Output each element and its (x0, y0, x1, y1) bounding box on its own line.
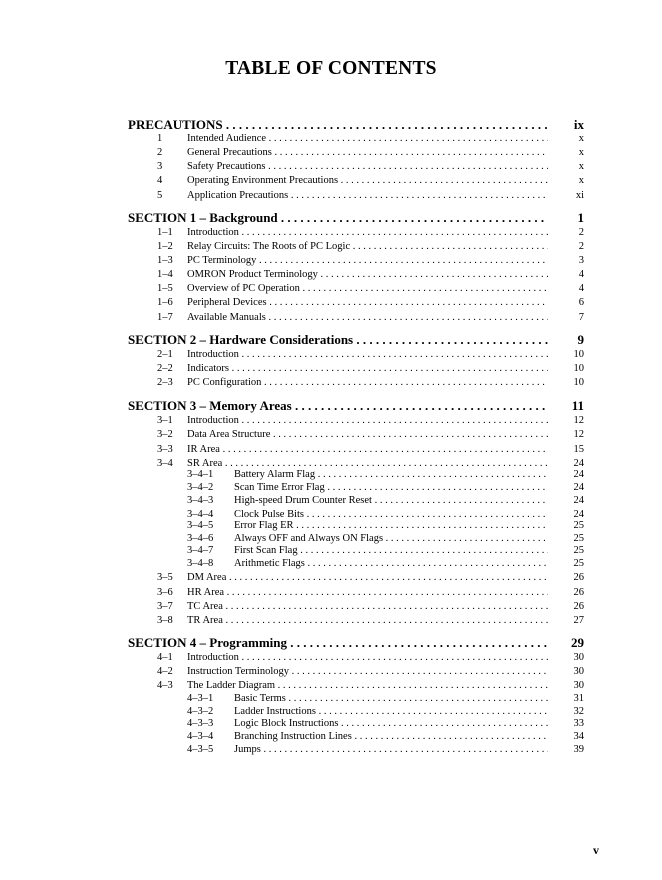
toc-entry-page: 26 (573, 601, 584, 612)
toc-entry-label: Jumps . . . (234, 743, 548, 757)
toc-entry-number: 4–2 (157, 666, 173, 677)
toc-entry-page: 24 (573, 495, 584, 506)
toc-entry-page: 39 (573, 744, 584, 755)
toc-entry-label: Scan Time Error Flag . . . (234, 481, 548, 495)
toc-entry[interactable] (0, 282, 662, 296)
toc-entry-label: Logic Block Instructions . . . (234, 717, 548, 731)
toc-entry-number: 2–1 (157, 349, 173, 360)
toc-entry-number: 4–3–3 (187, 718, 214, 729)
toc-heading-page: ix (573, 117, 584, 132)
toc-entry-label: Relay Circuits: The Roots of PC Logic . . . (187, 240, 548, 254)
toc-entry-label: The Ladder Diagram . . . (187, 679, 548, 693)
toc-entry-number: 3–2 (157, 429, 173, 440)
toc-entry-page: 2 (578, 241, 584, 252)
toc-entry-page: 24 (573, 482, 584, 493)
toc-subentry[interactable] (0, 468, 662, 482)
toc-entry[interactable] (0, 268, 662, 282)
toc-entry-number: 4–3–5 (187, 744, 214, 755)
toc-entry-label: Overview of PC Operation . . . (187, 282, 548, 296)
toc-entry[interactable] (0, 679, 662, 693)
page-number: v (593, 843, 599, 857)
toc-entry-label: Always OFF and Always ON Flags . . . (234, 532, 548, 546)
toc-entry-page: 10 (573, 363, 584, 374)
toc-entry-page: x (578, 147, 584, 158)
toc-entry[interactable] (0, 240, 662, 254)
toc-entry-number: 4–1 (157, 652, 173, 663)
toc-entry-number: 3–4–4 (187, 509, 214, 520)
toc-entry-label: IR Area . . . (187, 443, 548, 457)
toc-entry-number: 3–4 (157, 458, 173, 469)
toc-entry[interactable] (0, 376, 662, 390)
toc-entry[interactable] (0, 600, 662, 614)
toc-entry-number: 2–3 (157, 377, 173, 388)
toc-entry-label: HR Area . . . (187, 586, 548, 600)
toc-entry-number: 4 (157, 175, 163, 186)
toc-entry[interactable] (0, 189, 662, 203)
toc-entry-label: SR Area . . . (187, 457, 548, 471)
toc-heading-page: 1 (577, 210, 584, 225)
toc-heading-page: 9 (577, 332, 584, 347)
toc-entry[interactable] (0, 414, 662, 428)
toc-heading-page: 29 (571, 635, 584, 650)
toc-entry-label: Clock Pulse Bits . . . (234, 508, 548, 522)
toc-entry-page: 25 (573, 533, 584, 544)
toc-entry-label: Indicators . . . (187, 362, 548, 376)
toc-entry-label: Introduction . . . (187, 226, 548, 240)
toc-entry-number: 3–6 (157, 587, 173, 598)
toc-entry-number: 3 (157, 161, 163, 172)
toc-subentry[interactable] (0, 717, 662, 731)
toc-heading-section-4[interactable] (0, 634, 662, 651)
toc-entry-page: 25 (573, 520, 584, 531)
page-title: TABLE OF CONTENTS (225, 58, 437, 79)
toc-entry-page: 24 (573, 469, 584, 480)
toc-entry-number: 3–4–5 (187, 520, 214, 531)
toc-entry-page: 10 (573, 377, 584, 388)
toc-entry-page: x (578, 161, 584, 172)
toc-entry-number: 1–4 (157, 269, 173, 280)
toc-entry-label: TC Area . . . (187, 600, 548, 614)
toc-entry[interactable] (0, 296, 662, 310)
toc-heading-label: SECTION 4 – Programming . . . (128, 634, 548, 651)
toc-entry-number: 3–4–7 (187, 545, 214, 556)
toc-subentry[interactable] (0, 481, 662, 495)
toc-entry-page: 34 (573, 731, 584, 742)
toc-entry-label: Application Precautions . . . (187, 189, 548, 203)
toc-entry-label: Arithmetic Flags . . . (234, 557, 548, 571)
toc-entry-label: OMRON Product Terminology . . . (187, 268, 548, 282)
toc-entry-page: 30 (573, 666, 584, 677)
toc-entry-page: 25 (573, 545, 584, 556)
toc-entry-page: 31 (573, 693, 584, 704)
toc-entry[interactable] (0, 428, 662, 442)
toc-entry-page: 10 (573, 349, 584, 360)
toc-entry-number: 1–3 (157, 255, 173, 266)
toc-entry[interactable] (0, 132, 662, 146)
toc-heading-section-2[interactable] (0, 331, 662, 348)
toc-subentry[interactable] (0, 544, 662, 558)
toc-entry-label: Data Area Structure . . . (187, 428, 548, 442)
toc-entry-number: 3–5 (157, 572, 173, 583)
toc-entry[interactable] (0, 665, 662, 679)
toc-entry-page: 15 (573, 444, 584, 455)
toc-entry-number: 1–1 (157, 227, 173, 238)
toc-entry-label: PC Configuration . . . (187, 376, 548, 390)
toc-entry[interactable] (0, 443, 662, 457)
toc-entry-label: Branching Instruction Lines . . . (234, 730, 548, 744)
toc-entry[interactable] (0, 146, 662, 160)
toc-heading-section-1[interactable] (0, 209, 662, 226)
toc-entry-label: Basic Terms . . . (234, 692, 548, 706)
toc-entry-number: 4–3–2 (187, 706, 214, 717)
toc-entry-label: Peripheral Devices . . . (187, 296, 548, 310)
toc-entry-page: 30 (573, 652, 584, 663)
toc-entry[interactable] (0, 226, 662, 240)
toc-entry-label: First Scan Flag . . . (234, 544, 548, 558)
toc-entry-label: Introduction . . . (187, 651, 548, 665)
toc-entry-number: 3–4–2 (187, 482, 214, 493)
toc-entry[interactable] (0, 311, 662, 325)
toc-entry-number: 3–8 (157, 615, 173, 626)
toc-entry-page: 32 (573, 706, 584, 717)
toc-entry-page: 26 (573, 587, 584, 598)
toc-entry-number: 3–7 (157, 601, 173, 612)
toc-entry-page: x (578, 133, 584, 144)
toc-entry-number: 1–5 (157, 283, 173, 294)
toc-entry-page: 27 (573, 615, 584, 626)
toc-entry-page: 24 (573, 458, 584, 469)
toc-entry-number: 5 (157, 190, 163, 201)
toc-entry-number: 1–2 (157, 241, 173, 252)
toc-entry-page: 33 (573, 718, 584, 729)
toc-entry-page: 4 (578, 283, 584, 294)
toc-entry-label: Introduction . . . (187, 414, 548, 428)
toc-entry-label: Error Flag ER . . . (234, 519, 548, 533)
toc-entry-label: Intended Audience . . . (187, 132, 548, 146)
toc-entry-page: 12 (573, 415, 584, 426)
toc-entry-page: 7 (578, 312, 584, 323)
toc-entry-number: 3–4–6 (187, 533, 214, 544)
toc-subentry[interactable] (0, 494, 662, 508)
toc-entry[interactable] (0, 254, 662, 268)
toc-entry[interactable] (0, 571, 662, 585)
toc-subentry[interactable] (0, 743, 662, 757)
toc-entry-number: 3–4–3 (187, 495, 214, 506)
toc-subentry[interactable] (0, 730, 662, 744)
toc-entry-number: 3–4–8 (187, 558, 214, 569)
toc-entry-label: PC Terminology . . . (187, 254, 548, 268)
toc-entry-number: 2 (157, 147, 163, 158)
toc-entry[interactable] (0, 586, 662, 600)
toc-entry[interactable] (0, 160, 662, 174)
toc-entry[interactable] (0, 348, 662, 362)
toc-entry-number: 4–3–1 (187, 693, 214, 704)
toc-subentry[interactable] (0, 557, 662, 571)
toc-subentry[interactable] (0, 519, 662, 533)
toc-entry-page: xi (575, 190, 584, 201)
toc-heading-label: SECTION 3 – Memory Areas . . . (128, 397, 548, 414)
toc-entry-page: 30 (573, 680, 584, 691)
toc-entry-label: General Precautions . . . (187, 146, 548, 160)
toc-heading-label: SECTION 1 – Background . . . (128, 209, 548, 226)
toc-entry-page: 25 (573, 558, 584, 569)
toc-entry-label: Instruction Terminology . . . (187, 665, 548, 679)
toc-entry-number: 2–2 (157, 363, 173, 374)
toc-entry-page: 6 (578, 297, 584, 308)
toc-entry-number: 3–4–1 (187, 469, 214, 480)
toc-heading-page: 11 (571, 398, 584, 413)
toc-entry-page: 3 (578, 255, 584, 266)
toc-entry-number: 1–6 (157, 297, 173, 308)
toc-subentry[interactable] (0, 692, 662, 706)
toc-entry-number: 1–7 (157, 312, 173, 323)
toc-heading-label: SECTION 2 – Hardware Considerations . . . (128, 331, 548, 348)
toc-entry-page: 2 (578, 227, 584, 238)
toc-entry-label: Available Manuals . . . (187, 311, 548, 325)
toc-heading-label: PRECAUTIONS . . . (128, 116, 548, 133)
toc-entry-page: 26 (573, 572, 584, 583)
toc-entry-label: Ladder Instructions . . . (234, 705, 548, 719)
toc-entry-label: DM Area . . . (187, 571, 548, 585)
toc-heading-section-3[interactable] (0, 397, 662, 414)
toc-entry-number: 3–1 (157, 415, 173, 426)
toc-entry[interactable] (0, 651, 662, 665)
toc-entry-number: 1 (157, 133, 163, 144)
toc-entry-page: 24 (573, 509, 584, 520)
toc-entry-number: 4–3–4 (187, 731, 214, 742)
toc-entry-label: Battery Alarm Flag . . . (234, 468, 548, 482)
toc-entry-label: Introduction . . . (187, 348, 548, 362)
toc-entry-page: 12 (573, 429, 584, 440)
toc-entry-label: TR Area . . . (187, 614, 548, 628)
toc-entry[interactable] (0, 614, 662, 628)
toc-entry-number: 3–3 (157, 444, 173, 455)
toc-heading-precautions[interactable] (0, 116, 662, 133)
toc-entry[interactable] (0, 362, 662, 376)
toc-entry-label: Safety Precautions . . . (187, 160, 548, 174)
toc-entry-page: 4 (578, 269, 584, 280)
toc-entry-label: Operating Environment Precautions . . . (187, 174, 548, 188)
toc-entry[interactable] (0, 174, 662, 188)
toc-entry-page: x (578, 175, 584, 186)
toc-entry-label: High-speed Drum Counter Reset . . . (234, 494, 548, 508)
toc-entry-number: 4–3 (157, 680, 173, 691)
